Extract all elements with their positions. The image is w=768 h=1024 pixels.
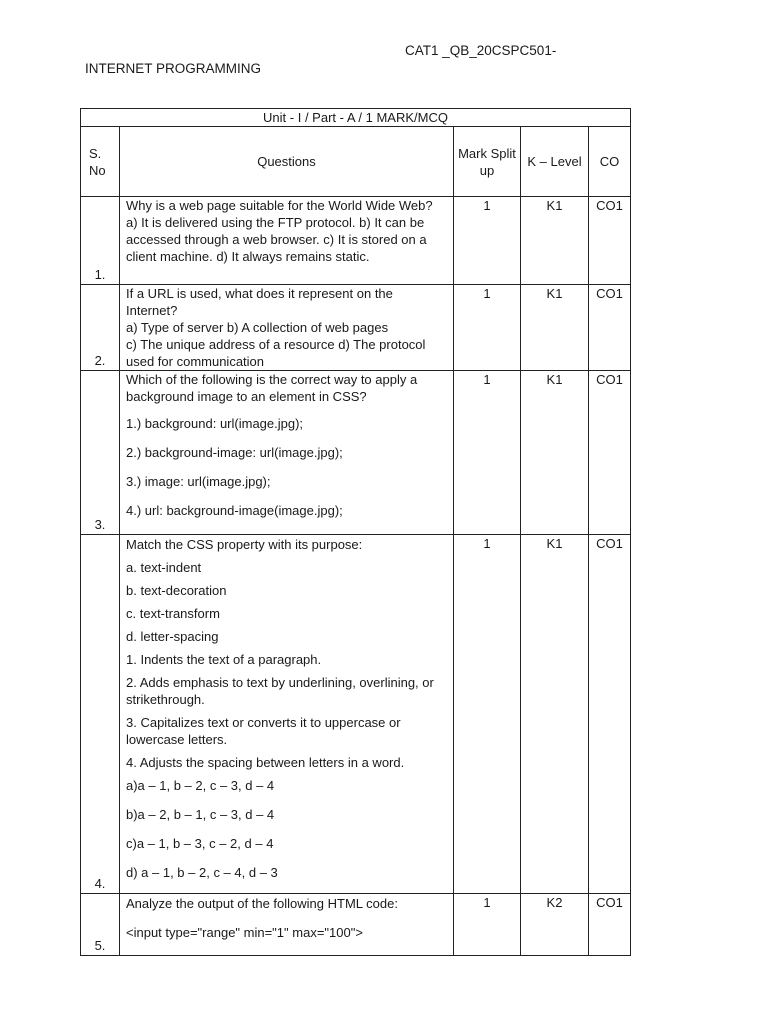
table-row bbox=[81, 894, 631, 956]
mark-cell: 1 bbox=[454, 285, 521, 371]
answer-option: c)a – 1, b – 3, c – 2, d – 4 bbox=[126, 836, 274, 851]
col-co: CO bbox=[589, 127, 631, 197]
subject-title: INTERNET PROGRAMMING bbox=[85, 61, 262, 76]
question-cell bbox=[120, 535, 454, 894]
document-code: CAT1 _QB_20CSPC501- bbox=[405, 43, 557, 58]
k-level-cell: K1 bbox=[521, 371, 589, 535]
row-number: 2. bbox=[81, 285, 120, 371]
question-stem: Analyze the output of the following HTML code: bbox=[126, 896, 398, 911]
match-item: d. letter-spacing bbox=[126, 629, 219, 644]
mark-cell: 1 bbox=[454, 371, 521, 535]
option-4: 4.) url: background-image(image.jpg); bbox=[126, 503, 343, 518]
question-bank-table bbox=[80, 108, 631, 956]
table-row bbox=[81, 285, 631, 371]
col-mark: Mark Split up bbox=[454, 127, 521, 197]
question-stem: Why is a web page suitable for the World Wide Web? bbox=[126, 198, 433, 213]
table-row bbox=[81, 197, 631, 285]
k-level-cell: K1 bbox=[521, 285, 589, 371]
co-cell: CO1 bbox=[589, 197, 631, 285]
mark-cell: 1 bbox=[454, 535, 521, 894]
mark-cell: 1 bbox=[454, 197, 521, 285]
co-cell: CO1 bbox=[589, 894, 631, 956]
row-number: 4. bbox=[81, 535, 120, 894]
match-purpose: 2. Adds emphasis to text by underlining, overlining, or strikethrough. bbox=[126, 675, 434, 707]
k-level-cell: K1 bbox=[521, 535, 589, 894]
header-row bbox=[81, 127, 631, 197]
row-number: 3. bbox=[81, 371, 120, 535]
row-number: 1. bbox=[81, 197, 120, 285]
co-cell: CO1 bbox=[589, 535, 631, 894]
question-stem: Which of the following is the correct way to apply a background image to an element in CSS? bbox=[126, 372, 418, 404]
mark-cell: 1 bbox=[454, 894, 521, 956]
co-cell: CO1 bbox=[589, 371, 631, 535]
match-purpose: 1. Indents the text of a paragraph. bbox=[126, 652, 322, 667]
match-purpose: 4. Adjusts the spacing between letters in a word. bbox=[126, 755, 405, 770]
question-stem: Match the CSS property with its purpose: bbox=[126, 537, 363, 552]
question-options: c) The unique address of a resource d) The protocol used for communication bbox=[126, 337, 426, 369]
question-cell bbox=[120, 894, 454, 956]
unit-title: Unit - I / Part - A / 1 MARK/MCQ bbox=[81, 109, 631, 127]
match-item: c. text-transform bbox=[126, 606, 220, 621]
question-options: a) Type of server b) A collection of web pages bbox=[126, 320, 389, 335]
col-k-level: K – Level bbox=[521, 127, 589, 197]
answer-option: a)a – 1, b – 2, c – 3, d – 4 bbox=[126, 778, 275, 793]
table-row bbox=[81, 371, 631, 535]
option-1: 1.) background: url(image.jpg); bbox=[126, 416, 304, 431]
option-2: 2.) background-image: url(image.jpg); bbox=[126, 445, 343, 460]
question-cell bbox=[120, 285, 454, 371]
question-cell bbox=[120, 371, 454, 535]
col-sno: S. No bbox=[81, 127, 120, 197]
question-cell bbox=[120, 197, 454, 285]
co-cell: CO1 bbox=[589, 285, 631, 371]
question-stem: If a URL is used, what does it represent on the Internet? bbox=[126, 286, 393, 318]
k-level-cell: K1 bbox=[521, 197, 589, 285]
k-level-cell: K2 bbox=[521, 894, 589, 956]
option-3: 3.) image: url(image.jpg); bbox=[126, 474, 271, 489]
match-purpose: 3. Capitalizes text or converts it to uppercase or lowercase letters. bbox=[126, 715, 401, 747]
html-code: <input type="range" min="1" max="100"> bbox=[126, 925, 363, 940]
table-row bbox=[81, 535, 631, 894]
row-number: 5. bbox=[81, 894, 120, 956]
answer-option: d) a – 1, b – 2, c – 4, d – 3 bbox=[126, 865, 278, 880]
answer-option: b)a – 2, b – 1, c – 3, d – 4 bbox=[126, 807, 275, 822]
col-questions: Questions bbox=[120, 127, 454, 197]
match-item: a. text-indent bbox=[126, 560, 202, 575]
question-options: a) It is delivered using the FTP protocol. b) It can be accessed through a web browser. c) It is stored on a client machine. d) It always remains static. bbox=[126, 215, 427, 264]
match-item: b. text-decoration bbox=[126, 583, 227, 598]
